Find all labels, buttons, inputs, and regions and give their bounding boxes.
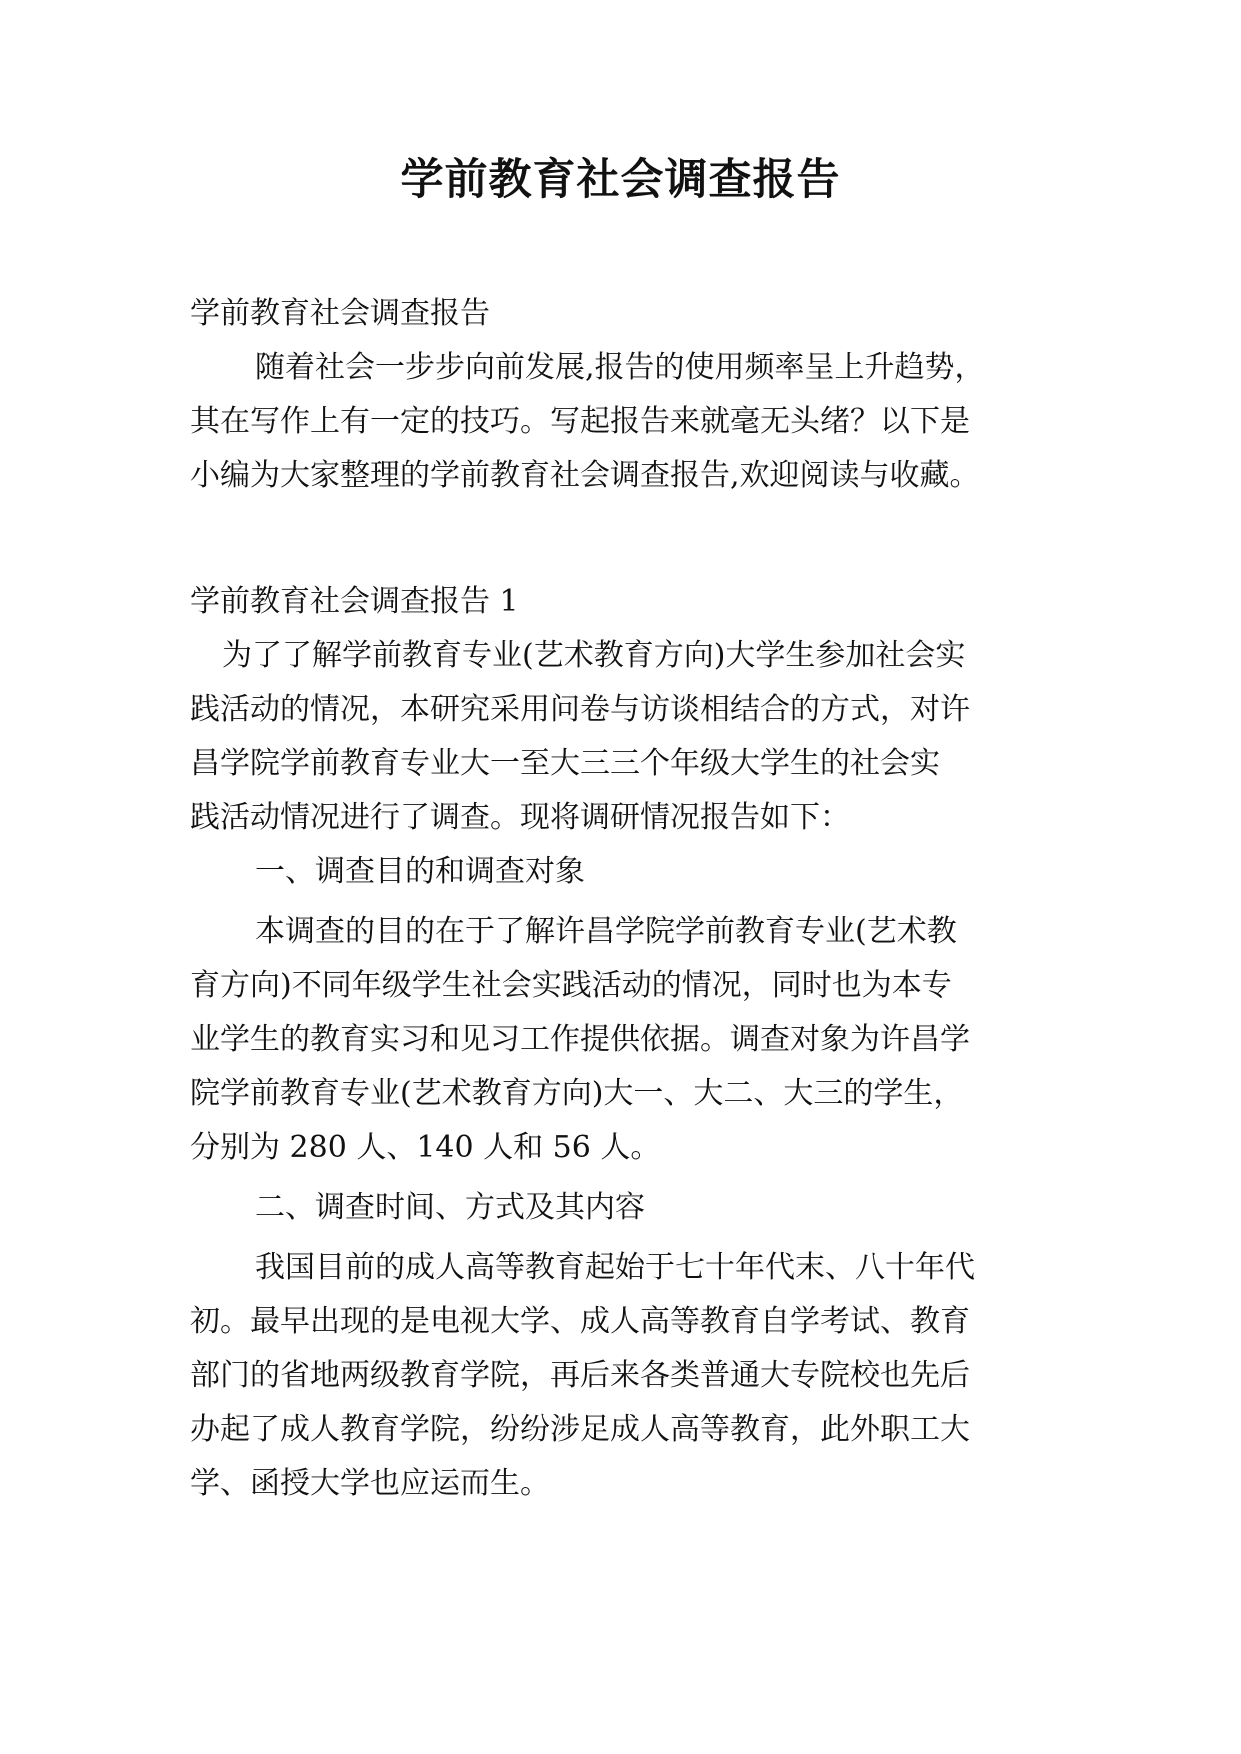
section1-line: 院学前教育专业(艺术教育方向)大一、大二、大三的学生， (190, 1076, 964, 1111)
report1-paragraph-line: 昌学院学前教育专业大一至大三三个年级大学生的社会实 (190, 746, 940, 781)
section1-line: 育方向)不同年级学生社会实践活动的情况，同时也为本专 (190, 968, 952, 1003)
section2-line: 学、函授大学也应运而生。 (190, 1466, 550, 1501)
intro-line: 小编为大家整理的学前教育社会调查报告,欢迎阅读与收藏。 (190, 458, 980, 493)
report1-paragraph-line: 践活动的情况，本研究采用问卷与访谈相结合的方式，对许 (190, 692, 970, 727)
intro-line: 随着社会一步步向前发展,报告的使用频率呈上升趋势， (255, 350, 985, 385)
report1-paragraph-line: 践活动情况进行了调查。现将调研情况报告如下： (190, 800, 850, 835)
section2-line: 初。最早出现的是电视大学、成人高等教育自学考试、教育 (190, 1304, 970, 1339)
section2-line: 办起了成人教育学院，纷纷涉足成人高等教育，此外职工大 (190, 1412, 970, 1447)
section1-line: 业学生的教育实习和见习工作提供依据。调查对象为许昌学 (190, 1022, 970, 1057)
section1-line: 本调查的目的在于了解许昌学院学前教育专业(艺术教 (255, 914, 957, 949)
report1-heading: 学前教育社会调查报告 1 (190, 584, 519, 619)
intro-heading: 学前教育社会调查报告 (190, 296, 490, 331)
intro-line: 其在写作上有一定的技巧。写起报告来就毫无头绪？以下是 (190, 404, 970, 439)
report1-paragraph-line: 为了了解学前教育专业(艺术教育方向)大学生参加社会实 (222, 638, 966, 673)
section1-line: 分别为 280 人、140 人和 56 人。 (190, 1130, 661, 1165)
document-title: 学前教育社会调查报告 (400, 155, 841, 205)
section2-line: 部门的省地两级教育学院，再后来各类普通大专院校也先后 (190, 1358, 970, 1393)
section2-line: 我国目前的成人高等教育起始于七十年代末、八十年代 (255, 1250, 975, 1285)
section1-title: 一、调查目的和调查对象 (255, 854, 585, 889)
section2-title: 二、调查时间、方式及其内容 (255, 1190, 645, 1225)
